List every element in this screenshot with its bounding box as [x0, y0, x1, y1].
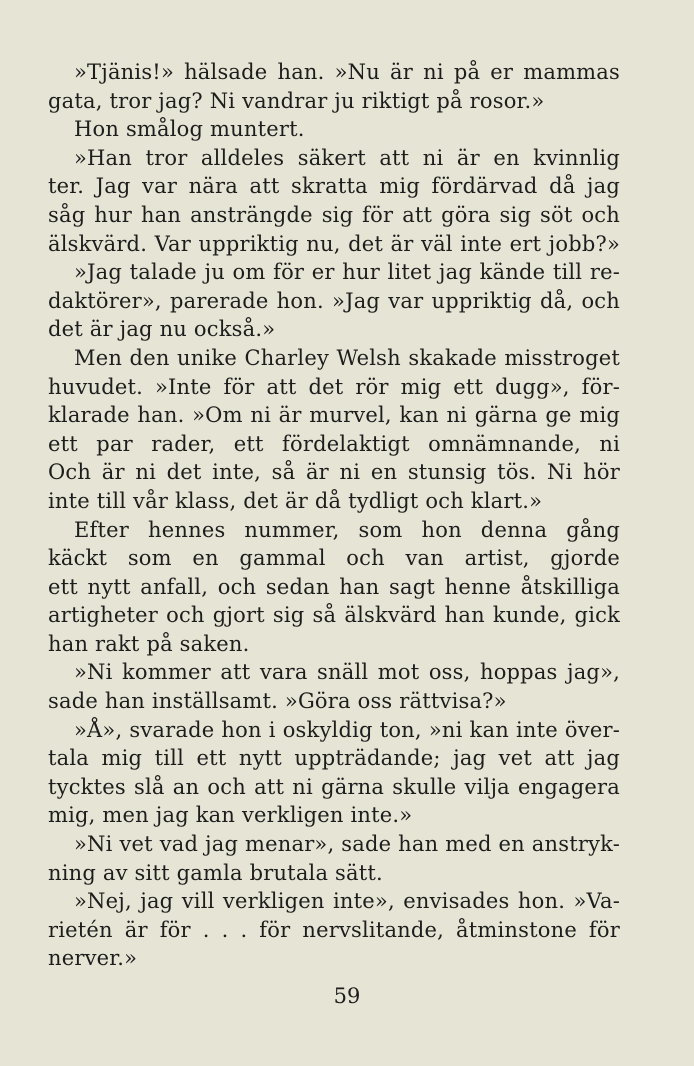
- text-line: klarade han. »Om ni är murvel, kan ni gärna ge mig: [48, 403, 620, 428]
- text-line: ett nytt anfall, och sedan han sagt henne åtskilliga: [48, 574, 620, 599]
- text-line: ter. Jag var nära att skratta mig fördärvad då jag: [48, 174, 620, 199]
- text-line: nerver.»: [48, 946, 138, 971]
- text-line: det är jag nu också.»: [48, 317, 276, 342]
- text-line: »Nej, jag vill verkligen inte», envisades hon. »Va-: [74, 889, 620, 914]
- text-line: Men den unike Charley Welsh skakade misstroget: [74, 345, 620, 370]
- text-line: Hon smålog muntert.: [74, 117, 305, 142]
- text-line: rietén är för . . . för nervslitande, åtminstone för: [48, 917, 620, 942]
- text-line: älskvärd. Var uppriktig nu, det är väl inte ert jobb?»: [48, 231, 620, 256]
- text-line: ett par rader, ett fördelaktigt omnämnande, ni: [48, 431, 620, 456]
- text-line: såg hur han ansträngde sig för att göra sig söt och: [48, 202, 620, 227]
- text-line: »Ni kommer att vara snäll mot oss, hoppas jag»,: [74, 660, 620, 685]
- body-text: [48, 58, 620, 973]
- text-line: inte till vår klass, det är då tydligt och klart.»: [48, 488, 543, 513]
- page-number: 59: [333, 984, 361, 1008]
- text-line: »Å», svarade hon i oskyldig ton, »ni kan inte över-: [74, 717, 620, 742]
- text-line: tycktes slå an och att ni gärna skulle vilja engagera: [48, 774, 620, 799]
- text-line: »Jag talade ju om för er hur litet jag kände till re-: [74, 260, 620, 285]
- text-line: Efter hennes nummer, som hon denna gång: [74, 517, 620, 542]
- text-line: käckt som en gammal och van artist, gjorde: [48, 546, 620, 571]
- text-line: sade han inställsamt. »Göra oss rättvisa?»: [48, 689, 507, 714]
- text-line: gata, tror jag? Ni vandrar ju riktigt på rosor.»: [48, 88, 545, 113]
- text-line: artigheter och gjort sig så älskvärd han kunde, gick: [48, 603, 620, 628]
- text-line: tala mig till ett nytt uppträdande; jag vet att jag: [48, 746, 620, 771]
- text-line: daktörer», parerade hon. »Jag var uppriktig då, och: [48, 288, 620, 313]
- text-line: Och är ni det inte, så är ni en stunsig tös. Ni hör: [48, 460, 620, 485]
- text-line: »Tjänis!» hälsade han. »Nu är ni på er mammas: [74, 60, 620, 84]
- text-line: mig, men jag kan verkligen inte.»: [48, 803, 413, 828]
- text-line: han rakt på saken.: [48, 631, 250, 656]
- text-line: ning av sitt gamla brutala sätt.: [48, 860, 383, 885]
- text-line: »Ni vet vad jag menar», sade han med en anstryk-: [74, 832, 620, 857]
- text-line: huvudet. »Inte för att det rör mig ett dugg», för-: [48, 374, 620, 399]
- text-line: »Han tror alldeles säkert att ni är en kvinnlig: [74, 145, 620, 170]
